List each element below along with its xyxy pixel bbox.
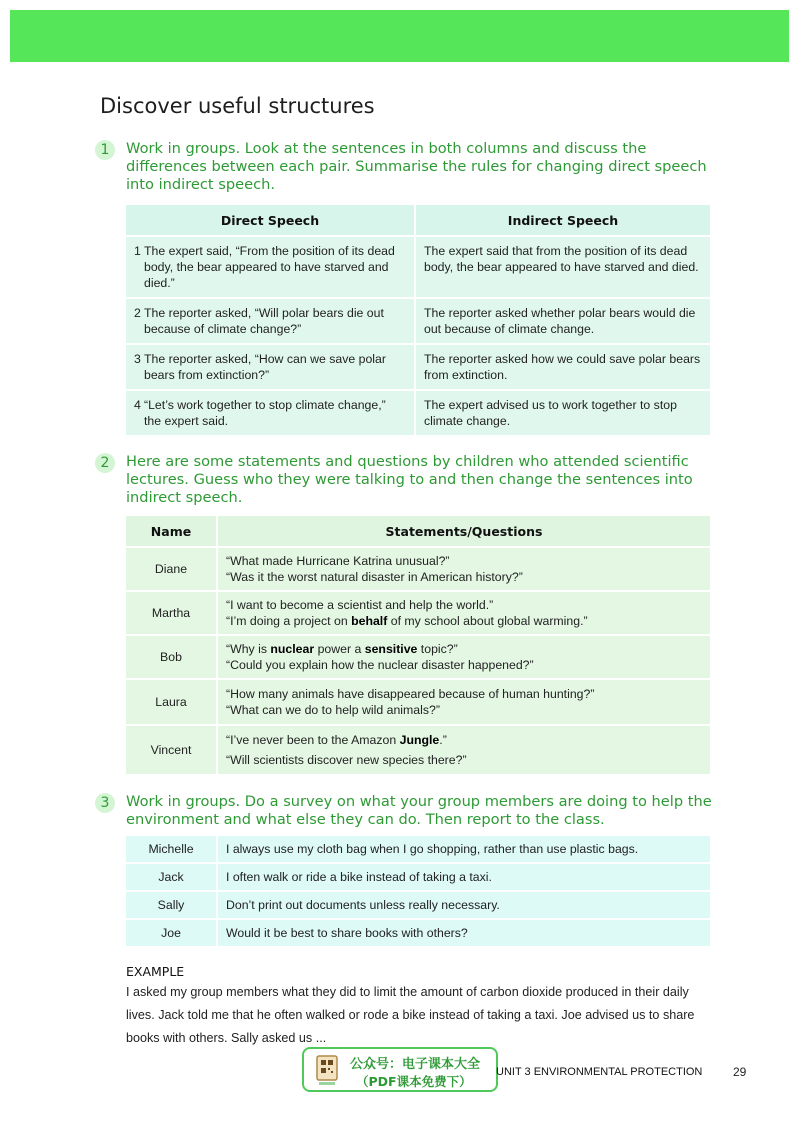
statements-cell — [218, 548, 710, 590]
direct-speech-text: “Let’s work together to stop climate change,” the expert said. — [144, 398, 386, 428]
table-row — [126, 548, 710, 590]
row-number: 4 — [134, 398, 141, 412]
row-number: 2 — [134, 306, 141, 320]
statement-text: .” — [439, 733, 447, 747]
table-row — [126, 345, 710, 389]
task-number: 1 — [95, 140, 115, 160]
statement-text: topic?” — [417, 642, 458, 656]
indirect-speech-cell: The reporter asked how we could save polar bears from extinction. — [416, 345, 710, 389]
statements-table — [124, 514, 712, 776]
row-number: 1 — [134, 244, 141, 258]
task-instruction: Here are some statements and questions by children who attended scientific lectures. Guess who they were talking to and then change the sentences into indirect speech. — [126, 453, 693, 506]
page-number: 29 — [733, 1065, 747, 1079]
statement-text: “Why is — [226, 642, 271, 656]
column-header: Direct Speech — [126, 205, 414, 235]
task-number: 2 — [95, 453, 115, 473]
name-cell: Martha — [126, 592, 216, 634]
watermark-badge — [302, 1047, 498, 1092]
statement-cell: Would it be best to share books with others? — [218, 920, 710, 946]
direct-speech-cell — [126, 391, 414, 435]
name-cell: Laura — [126, 680, 216, 724]
speech-comparison-table — [124, 203, 712, 437]
indirect-speech-cell: The reporter asked whether polar bears would die out because of climate change. — [416, 299, 710, 343]
table-row — [126, 299, 710, 343]
task-1 — [95, 140, 715, 194]
statement-line: “What made Hurricane Katrina unusual?” — [226, 554, 450, 568]
indirect-speech-cell: The expert advised us to work together to stop climate change. — [416, 391, 710, 435]
table-row — [126, 920, 710, 946]
column-header: Statements/Questions — [218, 516, 710, 546]
column-header: Name — [126, 516, 216, 546]
section-title: Discover useful structures — [100, 94, 375, 118]
task-instruction: Work in groups. Do a survey on what your group members are doing to help the environment and what else they can do. Then report to the class. — [126, 793, 712, 828]
example-label: EXAMPLE — [126, 964, 185, 979]
statements-cell — [218, 680, 710, 724]
name-cell: Bob — [126, 636, 216, 678]
statement-line — [226, 613, 702, 629]
name-cell: Joe — [126, 920, 216, 946]
statement-text: “I’m doing a project on — [226, 614, 352, 628]
name-cell: Diane — [126, 548, 216, 590]
table-row — [126, 892, 710, 918]
name-cell: Vincent — [126, 726, 216, 774]
top-color-bar — [10, 10, 789, 62]
statement-cell: I often walk or ride a bike instead of taking a taxi. — [218, 864, 710, 890]
direct-speech-text: The reporter asked, “Will polar bears die out because of climate change?” — [144, 306, 384, 336]
direct-speech-text: The reporter asked, “How can we save polar bears from extinction?” — [144, 352, 386, 382]
statement-line: “Could you explain how the nuclear disaster happened?” — [226, 658, 534, 672]
table-row — [126, 726, 710, 774]
statement-text: of my school about global warming.” — [387, 614, 588, 628]
statement-line: “I want to become a scientist and help the world.” — [226, 598, 494, 612]
statement-text: power a — [314, 642, 365, 656]
watermark-line: 公众号：电子课本大全 — [350, 1057, 481, 1072]
table-row — [126, 592, 710, 634]
table-row — [126, 636, 710, 678]
task-number: 3 — [95, 793, 115, 813]
task-3 — [95, 793, 715, 829]
table-row — [126, 237, 710, 297]
column-header: Indirect Speech — [416, 205, 710, 235]
statement-line: “What can we do to help wild animals?” — [226, 703, 440, 717]
book-qr-icon — [316, 1055, 338, 1087]
name-cell: Michelle — [126, 836, 216, 862]
keyword: sensitive — [364, 642, 418, 656]
task-2 — [95, 453, 715, 507]
table-row — [126, 836, 710, 862]
statement-line: “Will scientists discover new species there?” — [226, 753, 467, 767]
statement-line: “How many animals have disappeared because of human hunting?” — [226, 687, 595, 701]
table-row — [126, 864, 710, 890]
keyword: nuclear — [270, 642, 315, 656]
statement-cell: I always use my cloth bag when I go shopping, rather than use plastic bags. — [218, 836, 710, 862]
statements-cell — [218, 592, 710, 634]
indirect-speech-cell: The expert said that from the position of its dead body, the bear appeared to have starved and died. — [416, 237, 710, 297]
statement-line — [226, 641, 702, 657]
direct-speech-cell — [126, 345, 414, 389]
statement-line — [226, 732, 702, 748]
statement-text: “I’ve never been to the Amazon — [226, 733, 400, 747]
statements-cell — [218, 636, 710, 678]
unit-footer: UNIT 3 ENVIRONMENTAL PROTECTION — [496, 1066, 703, 1078]
table-row — [126, 391, 710, 435]
name-cell: Sally — [126, 892, 216, 918]
direct-speech-text: The expert said, “From the position of its dead body, the bear appeared to have starved and died.” — [144, 244, 395, 290]
survey-table — [124, 834, 712, 948]
table-header-row — [126, 516, 710, 546]
task-instruction: Work in groups. Look at the sentences in both columns and discuss the differences between each pair. Summarise the rules for changing direct speech into indirect speech. — [126, 140, 707, 193]
statements-cell — [218, 726, 710, 774]
direct-speech-cell — [126, 237, 414, 297]
example-paragraph: I asked my group members what they did to limit the amount of carbon dioxide produced in their daily lives. Jack told me that he often walked or rode a bike instead of taking a taxi. Joe advised us to share books with others. Sally asked us ... — [126, 985, 695, 1045]
row-number: 3 — [134, 352, 141, 366]
table-header-row — [126, 205, 710, 235]
direct-speech-cell — [126, 299, 414, 343]
table-row — [126, 680, 710, 724]
statement-cell: Don’t print out documents unless really necessary. — [218, 892, 710, 918]
watermark-line: （PDF课本免费下） — [356, 1074, 472, 1089]
keyword: Jungle — [399, 733, 440, 747]
name-cell: Jack — [126, 864, 216, 890]
statement-line: “Was it the worst natural disaster in American history?” — [226, 570, 523, 584]
keyword: behalf — [351, 614, 388, 628]
